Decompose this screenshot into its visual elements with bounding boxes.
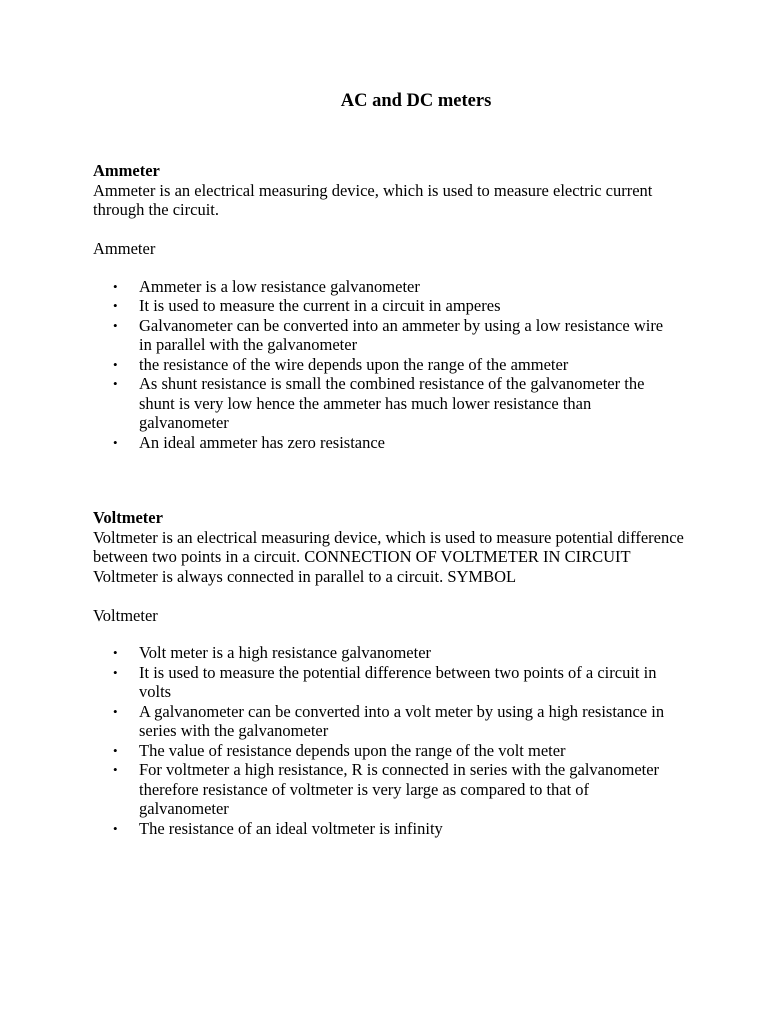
- ammeter-description: Ammeter is an electrical measuring device, which is used to measure electric current through the circuit.: [93, 180, 653, 219]
- list-item: [93, 296, 669, 316]
- voltmeter-label: Voltmeter: [93, 605, 158, 625]
- bullet-glyph: •: [113, 703, 118, 719]
- ammeter-label: Ammeter: [93, 239, 156, 258]
- list-item: [93, 643, 669, 663]
- bullet-glyph: •: [113, 376, 118, 391]
- bullet-glyph: •: [113, 742, 118, 758]
- bullet-glyph: •: [113, 645, 118, 660]
- list-item: [93, 702, 669, 741]
- bullet-glyph: •: [113, 762, 118, 777]
- list-item-text: It is used to measure the current in a circuit in amperes: [139, 296, 501, 315]
- list-item-text: An ideal ammeter has zero resistance: [139, 432, 386, 452]
- list-item: [93, 819, 669, 839]
- page-title: AC and DC meters: [340, 91, 492, 111]
- list-item: [93, 663, 669, 702]
- voltmeter-section: [93, 508, 693, 838]
- list-item-text: For voltmeter a high resistance, R is connected in series with the galvanometer therefore resistance of voltmeter is very large as compared to that of galvanometer: [139, 760, 660, 818]
- bullet-glyph: •: [113, 317, 118, 333]
- list-item: [93, 316, 669, 355]
- list-item-text: The value of resistance depends upon the range of the volt meter: [139, 740, 566, 760]
- list-item-text: Galvanometer can be converted into an ammeter by using a low resistance wire in parallel with the galvanometer: [139, 315, 664, 354]
- bullet-glyph: •: [113, 278, 118, 294]
- voltmeter-description: Voltmeter is an electrical measuring device, which is used to measure potential difference between two points in a circuit. CONNECTION OF VOLTMETER IN CIRCUIT Voltmeter is always connected in parallel to a circuit. SYMBOL: [93, 527, 684, 586]
- list-item: [93, 760, 669, 819]
- voltmeter-bullet-list: [93, 643, 693, 838]
- ammeter-bullet-list: [93, 277, 693, 453]
- list-item-text: The resistance of an ideal voltmeter is infinity: [139, 818, 443, 838]
- ammeter-section: [93, 161, 693, 452]
- bullet-glyph: •: [113, 356, 118, 372]
- list-item-text: It is used to measure the potential difference between two points of a circuit in volts: [139, 662, 657, 701]
- bullet-glyph: •: [113, 298, 118, 313]
- list-item-text: A galvanometer can be converted into a volt meter by using a high resistance in series with the galvanometer: [139, 701, 665, 740]
- list-item: [93, 741, 669, 761]
- bullet-glyph: •: [113, 664, 118, 680]
- list-item: [93, 277, 669, 297]
- list-item: [93, 355, 669, 375]
- voltmeter-heading: Voltmeter: [93, 508, 163, 527]
- list-item: [93, 433, 669, 453]
- list-item-text: the resistance of the wire depends upon the range of the ammeter: [139, 354, 569, 374]
- ammeter-heading: Ammeter: [93, 161, 160, 180]
- bullet-glyph: •: [113, 434, 118, 450]
- list-item: [93, 374, 669, 433]
- list-item-text: Ammeter is a low resistance galvanometer: [139, 276, 420, 296]
- list-item-text: As shunt resistance is small the combined resistance of the galvanometer the shunt is very low hence the ammeter has much lower resistance than galvanometer: [139, 374, 645, 432]
- bullet-glyph: •: [113, 820, 118, 836]
- list-item-text: Volt meter is a high resistance galvanometer: [139, 643, 432, 662]
